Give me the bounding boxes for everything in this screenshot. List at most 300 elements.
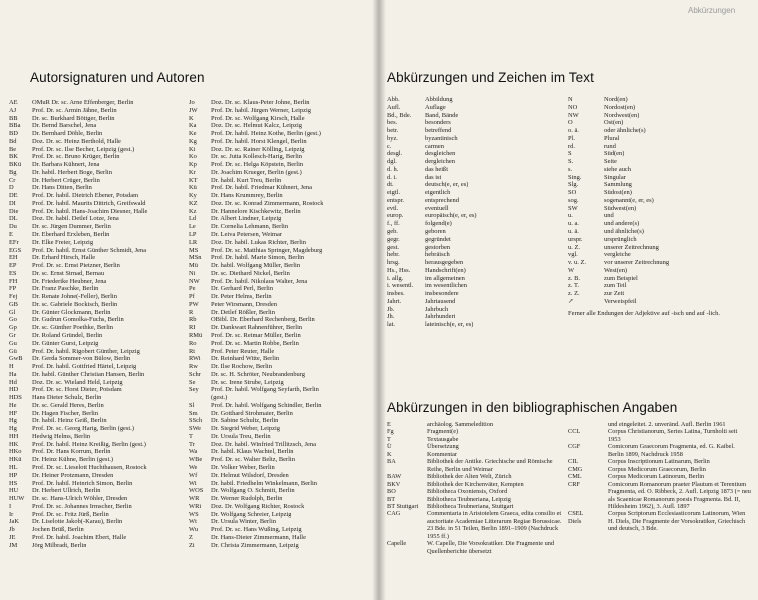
list-item	[387, 321, 477, 329]
list-item	[189, 309, 323, 317]
bibliography-text: Corpus Christianorum, Series Latina, Turnholti seit 1953	[608, 428, 738, 443]
abbreviation: Schr	[189, 370, 201, 378]
bibliography-abbreviation: Diels	[568, 517, 582, 525]
bibliography-text: Commentaria in Aristotelem Graeca, edita consilio et auctoritate Academiae Litterarum Regiae Borussicae. 23 Bde. in 51 Teilen, Berlin 1891–1909 (Nachdruck 1955 ff.)	[427, 510, 562, 540]
bibliography-abbreviation: BKV	[387, 480, 401, 488]
abbreviation: Le	[189, 223, 196, 231]
expansion: Prof. Dr. sc. Matthias Springer, Magdeburg	[211, 246, 323, 254]
bibliography-abbreviation: Capelle	[387, 540, 407, 548]
abbreviation: entspr.	[387, 196, 404, 204]
expansion: Prof. Dr. sc. Helga Köpstein, Berlin	[211, 161, 304, 169]
expansion: oder ähnliche(s)	[604, 127, 646, 135]
list-item	[189, 480, 323, 488]
list-item	[9, 223, 147, 231]
bibliography-text: Corpus Medicorum Graecorum, Berlin	[608, 465, 706, 473]
list-item	[189, 278, 323, 286]
abbreviation: Gr	[9, 331, 16, 339]
abbreviation: i. wesentl.	[387, 282, 414, 290]
expansion: entsprechend	[425, 196, 459, 204]
list-item	[9, 526, 147, 534]
bibliographic-list-col1	[387, 421, 565, 555]
list-item	[9, 192, 147, 200]
list-item	[189, 146, 323, 154]
bibliography-text: Übersetzung	[427, 443, 459, 451]
bibliography-abbreviation: CML	[568, 473, 582, 481]
list-item	[9, 355, 147, 363]
expansion: sogenannt(e, er, es)	[604, 196, 654, 204]
list-item	[387, 251, 477, 259]
expansion: Dr. Sabine Schultz, Berlin	[211, 417, 279, 425]
abbreviation: Jo	[189, 99, 195, 106]
abbreviation: Ki	[189, 145, 196, 153]
bibliography-text: Corpus Inscriptionum Latinarum, Berlin	[608, 458, 710, 466]
expansion: Dr. Heiner Protzmann, Dresden	[32, 471, 114, 479]
abbreviation: Wu	[189, 526, 199, 534]
list-item	[9, 107, 147, 115]
list-item	[189, 456, 323, 464]
expansion: rund	[604, 142, 616, 150]
expansion: folgend(e)	[425, 220, 452, 228]
expansion: Seite	[604, 158, 617, 166]
list-item	[9, 231, 147, 239]
list-item	[9, 200, 147, 208]
abbreviation: HKo	[9, 448, 22, 456]
abbreviation: desgl.	[387, 150, 403, 158]
list-item	[568, 189, 669, 197]
expansion: eigentlich	[425, 189, 451, 197]
list-item	[9, 215, 147, 223]
abbreviation: DE	[9, 192, 18, 200]
list-item	[9, 316, 147, 324]
abbreviation: HDS	[9, 394, 22, 402]
expansion: Prof. Dr. sc. Horst Dieter, Potsdam	[32, 386, 122, 394]
expansion: siehe auch	[604, 165, 631, 173]
abbreviation: Hg	[9, 417, 17, 425]
expansion: Prof. Dr. habil. Ernst Günther Schmidt, Jena	[32, 246, 147, 254]
abbreviation: Hg	[9, 425, 17, 433]
expansion: Dr. Hannelore Kischkewitz, Berlin	[211, 207, 301, 215]
abbreviation: He	[9, 401, 17, 409]
abbreviation: JM	[9, 541, 18, 549]
bibliography-text: Comicorum Romanorum praeter Plautum et Terentium Fragmenta, ed. O. Ribbeck, 2. Aufl. Leipzig 1873 (= neu als Scaenicae Romanorum poesis Fragmenta. Bd. II, Hildesheim 1962), 3. Aufl. 1897	[608, 480, 751, 510]
expansion: vergleiche	[604, 251, 631, 259]
list-item	[568, 236, 669, 244]
bibliographic-heading: Abkürzungen in den bibliographischen Angaben	[387, 400, 678, 415]
list-item	[189, 355, 323, 363]
expansion: Prof. Dr. habil. Marie Simon, Berlin	[211, 254, 305, 262]
list-item	[387, 212, 477, 220]
expansion: eventuell	[425, 204, 449, 212]
list-item	[189, 247, 323, 255]
list-item	[568, 267, 669, 275]
bibliography-entry	[568, 428, 751, 443]
expansion: Dr. Renate Johne(-Feller), Berlin	[32, 293, 117, 301]
abbreviation: LR	[189, 238, 198, 246]
expansion: Dr. Eberhard Erxleben, Berlin	[32, 231, 110, 239]
bibliography-entry	[568, 518, 751, 533]
expansion: Prof. Dr. habil. Jürgen Werner, Leipzig	[211, 106, 311, 114]
abbreviation: BB	[9, 114, 18, 122]
list-item	[189, 285, 323, 293]
expansion: Dr. sc. Gabriele Bockisch, Berlin	[32, 300, 118, 308]
list-item	[9, 371, 147, 379]
abbreviation: Be	[9, 145, 17, 153]
list-item	[189, 115, 323, 123]
list-item	[189, 215, 323, 223]
list-item	[9, 278, 147, 286]
expansion: Hans Dieter Schulz, Berlin	[32, 394, 102, 402]
list-item	[189, 254, 323, 262]
list-item	[189, 138, 323, 146]
expansion: Südwest(en)	[604, 204, 637, 212]
bibliography-text: Bibliotheca Oxoniensis, Oxford	[427, 488, 508, 496]
bibliography-abbreviation: E	[387, 421, 391, 428]
abbreviation: Z	[189, 533, 193, 541]
abbreviation: HUW	[9, 495, 25, 503]
expansion: Abbildung	[425, 96, 453, 103]
list-item	[189, 348, 323, 356]
list-item	[189, 301, 323, 309]
expansion: Prof. Dr. sc. Ilse Becher, Leipzig (gest.)	[32, 145, 135, 153]
expansion: Dr. Hans Ditten, Berlin	[32, 184, 92, 192]
expansion: Dr. sc. Diethard Nickel, Berlin	[211, 269, 290, 277]
expansion: insbesondere	[425, 290, 459, 298]
list-item	[9, 456, 147, 464]
abbreviation: rd.	[568, 142, 575, 150]
expansion: Nordost(en)	[604, 103, 636, 111]
expansion: OMuR Dr. sc. Arne Effenberger, Berlin	[32, 99, 134, 106]
abbreviation: SWe	[189, 425, 201, 433]
expansion: Sammlung	[604, 181, 632, 189]
expansion: Dr. Leiva Petersen, Weimar	[211, 231, 283, 239]
bibliography-abbreviation: CMG	[568, 465, 583, 473]
abbreviation: Pe	[189, 285, 196, 293]
abbreviation: BK	[9, 153, 18, 161]
expansion: Jörg Milbradt, Berlin	[32, 541, 87, 549]
list-item	[9, 332, 147, 340]
list-item	[9, 363, 147, 371]
list-item	[9, 464, 147, 472]
list-item	[568, 166, 669, 174]
abbreviation: hebr.	[387, 251, 400, 259]
list-item	[387, 205, 477, 213]
abbreviation: ↗	[568, 297, 574, 305]
abbreviation: LP	[189, 231, 197, 239]
bibliography-entry	[568, 481, 751, 511]
list-item	[9, 511, 147, 519]
expansion: Band, Bände	[425, 111, 459, 119]
abbreviation: O	[568, 119, 573, 127]
expansion: Auflage	[425, 103, 446, 111]
list-item	[387, 306, 477, 314]
expansion: Prof. Dr. sc. Martin Robbe, Berlin	[211, 339, 299, 347]
expansion: Nord(en)	[604, 96, 628, 103]
list-item	[9, 254, 147, 262]
abbreviation: u.	[568, 212, 573, 220]
abbreviation: lat.	[387, 321, 396, 329]
abbreviation: z. B.	[568, 274, 580, 282]
expansion: Dr. habil. Herbert Boge, Berlin	[32, 168, 112, 176]
list-item	[9, 130, 147, 138]
list-item	[189, 200, 323, 208]
abbreviation: Jh.	[387, 313, 395, 321]
list-item	[189, 270, 323, 278]
expansion: Dr. Bernhard Döhle, Berlin	[32, 130, 103, 138]
bibliography-entry	[387, 451, 565, 458]
expansion: Dr. Heinz Kühne, Berlin (gest.)	[32, 456, 113, 464]
list-item	[189, 472, 323, 480]
abbreviation	[189, 394, 211, 402]
list-item	[387, 112, 477, 120]
abbreviation: Kg	[189, 137, 197, 145]
abbreviation: HP	[9, 471, 18, 479]
bibliography-entry	[568, 510, 751, 517]
list-item	[387, 150, 477, 158]
expansion: Prof. Dr. sc. Hans Wußing, Leipzig	[211, 526, 302, 534]
abbreviation: c.	[387, 142, 392, 150]
expansion: Dr. Herbert Ullrich, Berlin	[32, 487, 101, 495]
list-item	[387, 290, 477, 298]
expansion: Prof. Dr. sc. Reimar Müller, Berlin	[211, 331, 301, 339]
list-item	[387, 189, 477, 197]
list-item	[189, 534, 323, 542]
expansion: Peter Wirsmann, Dresden	[211, 300, 277, 308]
abbreviation: Pf	[189, 293, 195, 301]
expansion: OBibl. Dr. Eberhard Rechenberg, Berlin	[211, 316, 315, 324]
abbreviation: EP	[9, 262, 17, 270]
expansion: Dr. Ilse Rochow, Berlin	[211, 363, 272, 371]
abbreviation: R	[189, 308, 194, 316]
expansion: desgleichen	[425, 150, 456, 158]
list-item	[189, 177, 323, 185]
list-item	[189, 448, 323, 456]
list-item	[568, 275, 669, 283]
expansion: unserer Zeitrechnung	[604, 243, 659, 251]
abbreviation: EH	[9, 254, 18, 262]
expansion: Dr. sc. Jürgen Dummer, Berlin	[32, 223, 111, 231]
expansion: Dr. Gerda Sommer-von Bülow, Berlin	[32, 355, 131, 363]
list-item	[9, 379, 147, 387]
expansion: Jochen Brüß, Berlin	[32, 526, 84, 534]
bibliography-text: Corpus Scriptorum Ecclesiasticorum Latinorum, Wien	[608, 510, 746, 518]
expansion: Dr. Gudrun Gomolka-Fuchs, Berlin	[32, 316, 124, 324]
abbreviation: FH	[9, 277, 18, 285]
list-item	[9, 122, 147, 130]
abbreviation: SSch	[189, 417, 203, 425]
expansion: Jahrtausend	[425, 297, 456, 305]
list-item	[568, 181, 669, 189]
abbreviations-list-col2	[568, 96, 669, 306]
abbreviation: MS	[189, 246, 199, 254]
expansion: Dr. Gotthard Strohmaier, Berlin	[211, 409, 293, 417]
bibliography-abbreviation: BT	[387, 495, 396, 503]
list-item	[9, 487, 147, 495]
bibliography-text: Bibliothek der Kirchenväter, Kempten	[427, 480, 524, 488]
abbreviation: KT	[189, 176, 198, 184]
expansion: ursprünglich	[604, 235, 637, 243]
list-item	[189, 223, 323, 231]
abbreviation: RWi	[189, 355, 201, 363]
list-item	[9, 161, 147, 169]
bibliography-entry	[387, 503, 565, 510]
expansion: Dr. sc. Irene Strube, Leipzig	[211, 378, 284, 386]
adjective-endings-note: Ferner alle Endungen der Adjektive auf -isch und auf -lich.	[568, 310, 720, 317]
list-item	[189, 379, 323, 387]
abbreviation: Bg	[9, 168, 17, 176]
expansion: Prof. Dr. habil. Horst Klengel, Berlin	[211, 137, 307, 145]
abbreviation: Sm	[189, 409, 198, 417]
abbreviations-list-col1	[387, 96, 477, 329]
bibliography-entry	[568, 443, 751, 458]
expansion: Dr. sc. Ernst Strnad, Bernau	[32, 269, 105, 277]
list-item	[387, 313, 477, 321]
abbreviation: Gl	[9, 308, 16, 316]
list-item	[9, 169, 147, 177]
abbreviation: Bd., Bde.	[387, 111, 412, 119]
list-item	[9, 146, 147, 154]
list-item	[387, 158, 477, 166]
abbreviation: u. ä.	[568, 228, 579, 236]
list-item	[387, 143, 477, 151]
list-item	[189, 107, 323, 115]
abbreviation: E	[9, 231, 13, 239]
expansion: das ist	[425, 173, 442, 181]
abbreviation: Ro	[189, 339, 197, 347]
abbreviation: z. Z.	[568, 290, 580, 298]
abbreviation: Gu	[9, 339, 17, 347]
list-item	[189, 316, 323, 324]
list-item	[9, 503, 147, 511]
abbreviation: d. i.	[387, 173, 397, 181]
bibliography-abbreviation: Fg	[387, 428, 394, 436]
expansion: Dr. Hagen Fischer, Berlin	[32, 409, 99, 417]
expansion: (gest.)	[211, 394, 228, 402]
list-item	[568, 127, 669, 135]
abbreviation: insbes.	[387, 290, 405, 298]
bibliography-entry	[387, 428, 565, 435]
abbreviation: DL	[9, 215, 18, 223]
list-item	[387, 298, 477, 306]
abbreviation: s.	[568, 165, 573, 173]
expansion: im wesentlichen	[425, 282, 468, 290]
expansion: Dr. Ursula Winter, Berlin	[211, 518, 276, 526]
abbreviation: HD	[9, 386, 19, 394]
list-item	[568, 104, 669, 112]
abbreviation: Cr	[9, 176, 16, 184]
list-item	[387, 135, 477, 143]
expansion: Dr. Liselotte Jakob(-Karau), Berlin	[32, 518, 123, 526]
expansion: Dr. sc. Burkhard Böttger, Berlin	[32, 114, 115, 122]
list-item	[9, 348, 147, 356]
expansion: zum Teil	[604, 282, 627, 290]
abbreviation: Kz	[189, 207, 197, 215]
bibliography-text: H. Diels, Die Fragmente der Vorsokratiker, Griechisch und deutsch, 3 Bde.	[608, 517, 746, 533]
list-item	[387, 259, 477, 267]
abbreviation: MSn	[189, 254, 202, 262]
list-item	[189, 99, 323, 107]
abbreviation: i. allg.	[387, 274, 404, 282]
abbreviation: Wi	[189, 479, 197, 487]
expansion: Prof. Dr. habil. Maurits Dittrich, Greifswald	[32, 199, 146, 207]
list-item	[9, 433, 147, 441]
expansion: Dr. habil. Günther Christian Hansen, Berlin	[32, 370, 145, 378]
bibliography-text: Fragment(e)	[427, 428, 459, 436]
expansion: Singular	[604, 173, 626, 181]
list-item	[568, 205, 669, 213]
list-item	[189, 332, 323, 340]
expansion: Doz. Dr. habil. Winfried Trillitzsch, Jena	[211, 440, 316, 448]
list-item	[189, 239, 323, 247]
abbreviation: WS	[189, 510, 199, 518]
expansion: betreffend	[425, 127, 452, 135]
list-item	[568, 197, 669, 205]
abbreviations-heading: Abkürzungen und Zeichen im Text	[387, 70, 594, 85]
list-item	[189, 208, 323, 216]
list-item	[9, 472, 147, 480]
list-item	[189, 487, 323, 495]
list-item	[9, 542, 147, 550]
expansion: Prof. Dr. Hans Korrum, Berlin	[32, 448, 111, 456]
expansion: Dr. Barbara Kühnert, Jena	[32, 161, 100, 169]
abbreviation: NW	[568, 111, 579, 119]
list-item	[568, 212, 669, 220]
authors-list-col2	[189, 99, 323, 549]
abbreviation: Die	[9, 207, 19, 215]
expansion: Dr. Dankwart Rahnenführer, Berlin	[211, 324, 303, 332]
abbreviation: gest.	[387, 243, 399, 251]
abbreviation: HS	[9, 479, 18, 487]
abbreviation: o. ä.	[568, 127, 579, 135]
abbreviation: SO	[568, 189, 577, 197]
abbreviation: Rb	[189, 316, 197, 324]
list-item	[568, 259, 669, 267]
list-item	[9, 138, 147, 146]
expansion: Prof. Dr. sc. Wolfgang Kirsch, Halle	[211, 114, 305, 122]
list-item	[568, 290, 669, 298]
expansion: Dr. sc. H. Schröter, Neubrandenburg	[211, 370, 306, 378]
abbreviation: Hs., Hss.	[387, 266, 411, 274]
list-item	[387, 96, 477, 104]
expansion: Prof. Dr. habil. Dietrich Ebener, Potsdam	[32, 192, 139, 200]
list-item	[9, 340, 147, 348]
list-item	[9, 309, 147, 317]
list-item	[9, 153, 147, 161]
list-item	[568, 112, 669, 120]
list-item	[9, 208, 147, 216]
expansion: Doz. Dr. sc. Rainer Kölling, Leipzig	[211, 145, 305, 153]
expansion: Dr. habil. Heinz Geiß, Berlin	[32, 417, 107, 425]
abbreviation: WRi	[189, 502, 202, 510]
expansion: herausgegeben	[425, 259, 464, 267]
running-head: Abkürzungen	[688, 6, 736, 15]
expansion: Nordwest(en)	[604, 111, 640, 119]
abbreviation: bes.	[387, 119, 398, 127]
bibliography-abbreviation: CIL	[568, 458, 579, 466]
abbreviation: v. u. Z.	[568, 259, 586, 267]
list-item	[189, 495, 323, 503]
abbreviation: Ky	[189, 192, 197, 200]
bibliography-entry	[387, 481, 565, 488]
list-item	[189, 231, 323, 239]
list-item	[9, 480, 147, 488]
expansion: zum Beispiel	[604, 274, 638, 282]
expansion: Dr. Peter Helms, Berlin	[211, 293, 272, 301]
expansion: Plural	[604, 134, 620, 142]
abbreviation: NO	[568, 103, 578, 111]
list-item	[387, 166, 477, 174]
abbreviation: Bd	[9, 137, 17, 145]
list-item	[568, 298, 669, 306]
